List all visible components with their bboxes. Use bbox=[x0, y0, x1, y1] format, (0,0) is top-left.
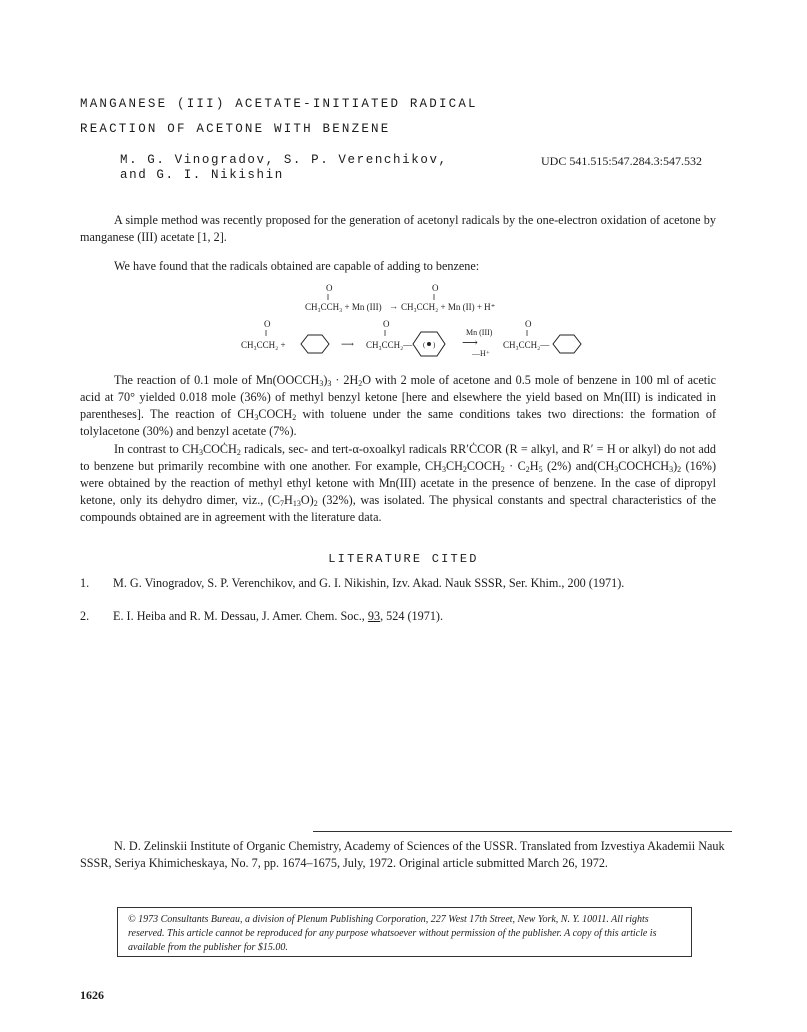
equation-1-left: CH₃CCH₃ + Mn (III) bbox=[305, 302, 382, 312]
reaction-arrow-2: ⟶ bbox=[341, 339, 354, 349]
cyclohexadienyl-radical-icon bbox=[411, 330, 447, 358]
carbonyl-oxygen-3: O bbox=[264, 319, 271, 329]
authors-line-1: M. G. Vinogradov, S. P. Verenchikov, bbox=[120, 153, 448, 167]
equation-2-product: CH₃CCH₂— bbox=[503, 340, 550, 350]
paragraph-oxoalkyl-radicals: In contrast to $CH_3COĊH_2$ radicals, sec- and tert-α-oxoalkyl radicals RR′ĊCOR (R = alkyl, and R′ = H or alkyl) do not add to benzene but primarily recombine with one another. For example, $CH_3CH_2COCH_2 \cdot C_2H_5$ (2%) $and(CH_3COCHCH_3)_2$ (16%) were obtained by the reaction of methyl ethyl ketone with Mn(III) acetate in the presence of benzene. In the case of dipropyl ketone, only its dehydro dimer, viz., $(C_7H_{13}O)_2$ (32%), was isolated. The physical constants and spectral characteristics of the compounds obtained are in agreement with the literature data. bbox=[80, 442, 717, 524]
copyright-notice: © 1973 Consultants Bureau, a division of Plenum Publishing Corporation, 227 West 17th Street, New York, N. Y. 10011. All rights reserved. This article cannot be reproduced for any purpose whatsoever without permission of the publisher. A copy of this article is available from the publisher for $15.00. bbox=[117, 907, 692, 957]
reaction-arrow-1: → bbox=[389, 301, 398, 311]
double-bond-mark-1: ‖ bbox=[327, 293, 330, 302]
double-bond-mark-4: ‖ bbox=[384, 329, 387, 338]
carbonyl-oxygen-2: O bbox=[432, 283, 439, 293]
carbonyl-oxygen-5: O bbox=[525, 319, 532, 329]
reference-number-1: 1. bbox=[80, 576, 90, 590]
affiliation-note: N. D. Zelinskii Institute of Organic Chemistry, Academy of Sciences of the USSR. Translated from Izvestiya Akademii Nauk SSSR, Seriya Khimicheskaya, No. 7, pp. 1674–1675, July, 1972. Original article submitted March 26, 1972. bbox=[80, 839, 725, 870]
reference-number-2: 2. bbox=[80, 609, 90, 623]
reaction-scheme bbox=[0, 280, 807, 360]
condition-top: Mn (III) bbox=[466, 328, 493, 337]
article-title-line-2: REACTION OF ACETONE WITH BENZENE bbox=[80, 122, 391, 136]
udc-code: UDC 541.515:547.284.3:547.532 bbox=[541, 154, 703, 168]
paragraph-finding: We have found that the radicals obtained are capable of adding to benzene: bbox=[114, 259, 480, 273]
double-bond-mark-2: ‖ bbox=[433, 293, 436, 302]
paragraph-reaction-results: The reaction of 0.1 mole of $Mn(OOCCH_3)_3 \cdot 2H_2O$ with 2 mole of acetone and 0.5 mole of benzene in 100 ml of acetic acid at 70° yielded 0.018 mole (36%) of methyl benzyl ketone [here and elsewhere the yield based on Mn(III) is indicated in parentheses]. The reaction of $CH_3COCH_2$ with toluene under the same conditions takes two directions: the formation of tolylacetone (30%) and benzyl acetate (7%). bbox=[80, 373, 716, 438]
footer-divider bbox=[313, 831, 732, 832]
double-bond-mark-3: ‖ bbox=[265, 329, 268, 338]
equation-1-right: CH₃CCH₂ + Mn (II) + H⁺ bbox=[401, 302, 496, 312]
reference-2: E. I. Heiba and R. M. Dessau, J. Amer. Chem. Soc., 93, 524 (1971). bbox=[113, 609, 444, 623]
benzene-ring-icon bbox=[300, 333, 330, 355]
carbonyl-oxygen-4: O bbox=[383, 319, 390, 329]
literature-heading: LITERATURE CITED bbox=[328, 552, 479, 566]
paragraph-intro: A simple method was recently proposed for the generation of acetonyl radicals by the one-electron oxidation of acetone by manganese (III) acetate [1, 2]. bbox=[80, 213, 716, 244]
condition-bottom: —H⁺ bbox=[472, 349, 490, 358]
authors-line-2: and G. I. Nikishin bbox=[120, 168, 284, 182]
page-number: 1626 bbox=[80, 988, 104, 1002]
article-title-line-1: MANGANESE (III) ACETATE-INITIATED RADICAL bbox=[80, 97, 478, 111]
double-bond-mark-5: ‖ bbox=[526, 329, 529, 338]
svg-text:(: ( bbox=[423, 341, 426, 349]
equation-2-reactant: CH₃CCH₂ + bbox=[241, 340, 286, 350]
reaction-arrow-3: ⟶ bbox=[462, 337, 478, 349]
svg-text:): ) bbox=[433, 341, 436, 349]
carbonyl-oxygen-1: O bbox=[326, 283, 333, 293]
benzene-ring-product-icon bbox=[552, 333, 582, 355]
reference-1: M. G. Vinogradov, S. P. Verenchikov, and G. I. Nikishin, Izv. Akad. Nauk SSSR, Ser. Khim., 200 (1971). bbox=[113, 576, 625, 590]
equation-2-intermediate: CH₃CCH₂— bbox=[366, 340, 413, 350]
